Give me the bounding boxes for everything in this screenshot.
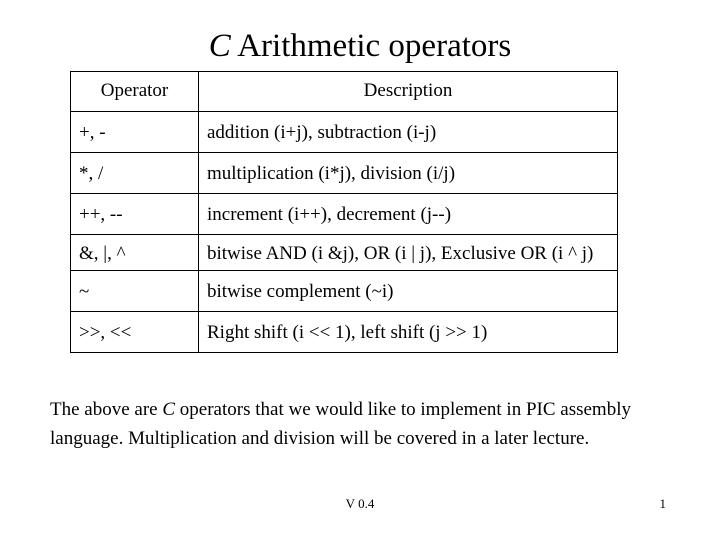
- operator-cell: >>, <<: [71, 312, 199, 353]
- operator-cell: +, -: [71, 112, 199, 153]
- operator-cell: ++, --: [71, 194, 199, 235]
- title-language: C: [208, 28, 231, 64]
- description-cell: bitwise complement (~i): [199, 271, 618, 312]
- operator-cell: *, /: [71, 153, 199, 194]
- table-row: [71, 271, 618, 312]
- slide-title: [0, 26, 720, 66]
- header-operator: Operator: [71, 72, 199, 112]
- body-text-part1: The above are: [50, 399, 163, 420]
- table-row: [71, 194, 618, 235]
- header-description: Description: [199, 72, 618, 112]
- description-cell: bitwise AND (i &j), OR (i | j), Exclusive OR (i ^ j): [199, 235, 618, 271]
- description-cell: increment (i++), decrement (j--): [199, 194, 618, 235]
- table-row: [71, 235, 618, 271]
- table-row: [71, 312, 618, 353]
- table-row: [71, 112, 618, 153]
- description-cell: addition (i+j), subtraction (i-j): [199, 112, 618, 153]
- body-language: C: [162, 399, 176, 420]
- description-cell: Right shift (i << 1), left shift (j >> 1): [199, 312, 618, 353]
- operator-cell: ~: [71, 271, 199, 312]
- table-header-row: [71, 72, 618, 112]
- footer-version: V 0.4: [345, 496, 375, 511]
- body-text-part2: operators that we would like to implement in PIC assembly language. Multiplication and division will be covered in a later lecture.: [50, 399, 631, 449]
- title-text: Arithmetic operators: [230, 28, 512, 64]
- operators-table: [70, 71, 618, 353]
- operator-cell: &, |, ^: [71, 235, 199, 271]
- page-number: 1: [659, 496, 666, 511]
- description-cell: multiplication (i*j), division (i/j): [199, 153, 618, 194]
- body-paragraph: [50, 396, 670, 453]
- table-row: [71, 153, 618, 194]
